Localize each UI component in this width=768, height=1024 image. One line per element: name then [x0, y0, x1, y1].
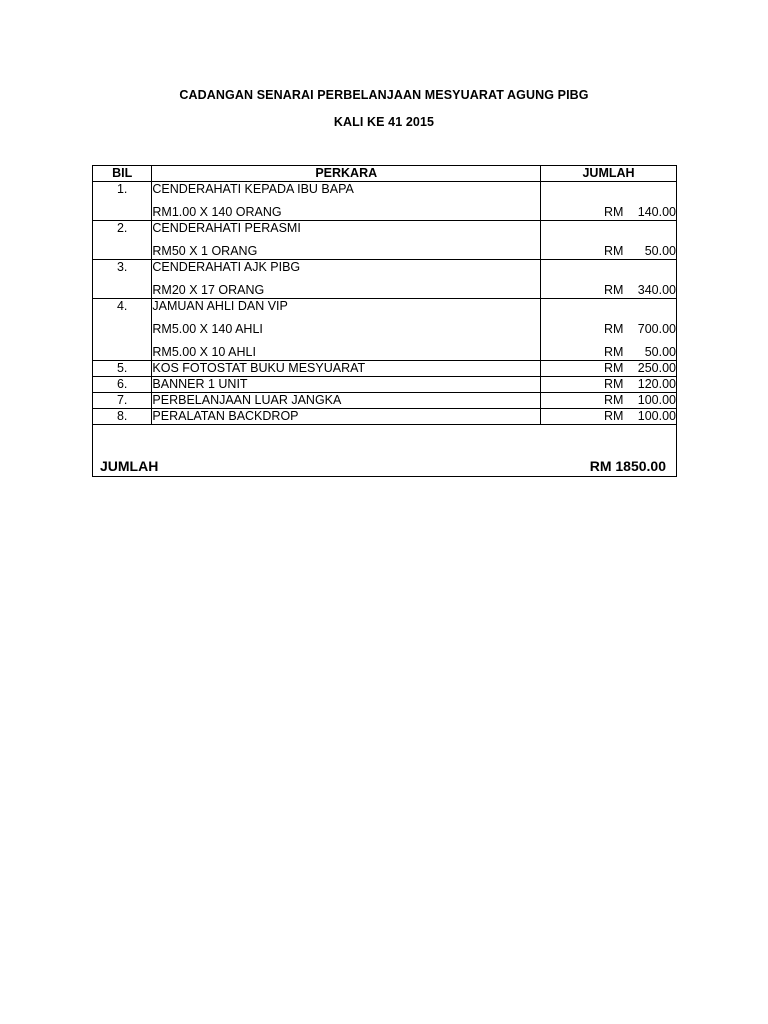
item-amount [541, 377, 676, 392]
row-number [93, 377, 152, 393]
row-number [93, 299, 152, 361]
item-amount-cell [541, 393, 677, 409]
row-number [93, 361, 152, 377]
row-number-text: 3. [116, 260, 128, 274]
row-number [93, 409, 152, 425]
item-detail: RM5.00 X 10 AHLI [152, 345, 256, 359]
total-row [93, 425, 677, 477]
item-description: JAMUAN AHLI DAN VIP [152, 299, 288, 313]
header-jumlah: JUMLAH [541, 166, 677, 182]
amount-value: 340.00 [637, 283, 676, 297]
row-number-text: 5. [116, 361, 128, 375]
item-detail: RM20 X 17 ORANG [152, 283, 265, 297]
row-number-text: 7. [116, 393, 128, 407]
item-amount [541, 283, 676, 298]
item-amount-cell [541, 182, 677, 221]
item-description-cell [152, 221, 541, 260]
item-amount-cell [541, 221, 677, 260]
item-description-cell [152, 299, 541, 361]
expense-table [92, 165, 677, 477]
document-subtitle: KALI KE 41 2015 [333, 115, 435, 129]
currency-label: RM [604, 322, 624, 336]
table-row [93, 409, 677, 425]
currency-label: RM [604, 361, 624, 375]
item-amount [541, 361, 676, 376]
item-description: KOS FOTOSTAT BUKU MESYUARAT [152, 361, 366, 375]
item-description-cell [152, 393, 541, 409]
table-row [93, 299, 677, 361]
item-description: PERALATAN BACKDROP [152, 409, 299, 423]
item-description: PERBELANJAAN LUAR JANGKA [152, 393, 342, 407]
item-amount [541, 393, 676, 408]
row-number-text: 2. [116, 221, 128, 235]
total-cell [93, 425, 677, 477]
currency-label: RM [604, 283, 624, 297]
table-row [93, 361, 677, 377]
item-amount-cell [541, 299, 677, 361]
row-number-text: 6. [116, 377, 128, 391]
item-description: CENDERAHATI AJK PIBG [152, 260, 301, 274]
amount-value: 100.00 [637, 393, 676, 407]
item-amount [541, 244, 676, 259]
item-amount [541, 345, 676, 360]
item-description-cell [152, 182, 541, 221]
item-description: CENDERAHATI PERASMI [152, 221, 301, 235]
amount-value: 50.00 [644, 345, 676, 359]
amount-value: 140.00 [637, 205, 676, 219]
currency-label: RM [604, 205, 624, 219]
currency-label: RM [604, 393, 624, 407]
row-number [93, 393, 152, 409]
amount-value: 120.00 [637, 377, 676, 391]
item-amount [541, 322, 676, 337]
item-amount-cell [541, 409, 677, 425]
item-description: CENDERAHATI KEPADA IBU BAPA [152, 182, 354, 196]
item-amount-cell [541, 377, 677, 393]
item-detail: RM50 X 1 ORANG [152, 244, 258, 258]
amount-value: 700.00 [637, 322, 676, 336]
currency-label: RM [604, 345, 624, 359]
item-description-cell [152, 377, 541, 393]
header-bil: BIL [93, 166, 152, 182]
row-number-text: 8. [116, 409, 128, 423]
row-number-text: 4. [116, 299, 128, 313]
item-detail: RM5.00 X 140 AHLI [152, 322, 263, 336]
item-amount-cell [541, 260, 677, 299]
item-description-cell [152, 361, 541, 377]
row-number [93, 260, 152, 299]
table-row [93, 377, 677, 393]
row-number-text: 1. [116, 182, 128, 196]
item-amount [541, 205, 676, 220]
item-amount [541, 409, 676, 424]
row-number [93, 221, 152, 260]
table-row [93, 260, 677, 299]
header-perkara: PERKARA [152, 166, 541, 182]
row-number [93, 182, 152, 221]
document-title: CADANGAN SENARAI PERBELANJAAN MESYUARAT AGUNG PIBG [179, 88, 589, 102]
table-row [93, 393, 677, 409]
header-row [93, 166, 677, 182]
currency-label: RM [604, 244, 624, 258]
item-description: BANNER 1 UNIT [152, 377, 248, 391]
table-row [93, 182, 677, 221]
total-label: JUMLAH [100, 458, 159, 474]
table-row [93, 221, 677, 260]
item-detail: RM1.00 X 140 ORANG [152, 205, 282, 219]
total-value: RM 1850.00 [589, 458, 666, 474]
amount-value: 100.00 [637, 409, 676, 423]
currency-label: RM [604, 409, 624, 423]
item-description-cell [152, 260, 541, 299]
item-amount-cell [541, 361, 677, 377]
amount-value: 250.00 [637, 361, 676, 375]
amount-value: 50.00 [644, 244, 676, 258]
currency-label: RM [604, 377, 624, 391]
table-body [93, 182, 677, 425]
item-description-cell [152, 409, 541, 425]
